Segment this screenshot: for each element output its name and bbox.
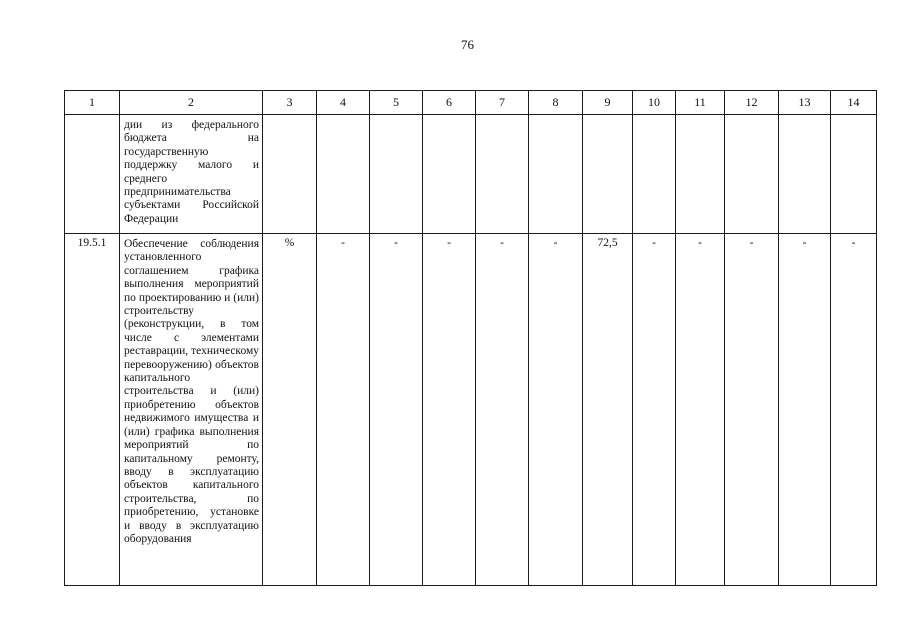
column-header: 10	[633, 91, 676, 115]
row-value	[317, 115, 370, 234]
column-header: 14	[831, 91, 877, 115]
indicator-table	[64, 90, 877, 586]
row-value: -	[831, 234, 877, 586]
table-row	[65, 234, 877, 586]
row-value: -	[779, 234, 831, 586]
row-value	[423, 115, 476, 234]
column-header: 12	[725, 91, 779, 115]
row-value	[725, 115, 779, 234]
column-header: 11	[676, 91, 725, 115]
column-header: 6	[423, 91, 476, 115]
row-value: -	[529, 234, 583, 586]
row-value: -	[476, 234, 529, 586]
row-code: 19.5.1	[65, 234, 120, 586]
row-value: -	[676, 234, 725, 586]
row-value	[370, 115, 423, 234]
row-code	[65, 115, 120, 234]
column-number-row	[65, 91, 877, 115]
row-description: Обеспечение соблюдения установленного соглашением графика выполнения мероприятий по проектированию и (или) строительству (реконструкции, в том числе с элементами реставрации, техническому перевооружению) объектов капитального строительства и (или) приобретению объектов недвижимого имущества и (или) графика выполнения мероприятий по капитальному ремонту, вводу в эксплуатацию объектов капитального строительства, по приобретению, установке и вводу в эксплуатацию оборудования	[120, 234, 263, 586]
row-value	[633, 115, 676, 234]
row-value: -	[725, 234, 779, 586]
column-header: 7	[476, 91, 529, 115]
column-header: 9	[583, 91, 633, 115]
row-value: -	[633, 234, 676, 586]
row-value: -	[370, 234, 423, 586]
column-header: 13	[779, 91, 831, 115]
row-unit: %	[263, 234, 317, 586]
column-header: 2	[120, 91, 263, 115]
row-description: дии из федерального бюджета на государственную поддержку малого и среднего предпринимательства субъектами Российской Федерации	[120, 115, 263, 234]
row-unit	[263, 115, 317, 234]
column-header: 1	[65, 91, 120, 115]
row-value: 72,5	[583, 234, 633, 586]
row-value	[529, 115, 583, 234]
row-value: -	[317, 234, 370, 586]
row-value	[583, 115, 633, 234]
column-header: 5	[370, 91, 423, 115]
row-value	[831, 115, 877, 234]
page-number: 76	[461, 37, 474, 52]
row-value	[476, 115, 529, 234]
row-value	[779, 115, 831, 234]
column-header: 4	[317, 91, 370, 115]
table-row	[65, 115, 877, 234]
column-header: 3	[263, 91, 317, 115]
row-value	[676, 115, 725, 234]
column-header: 8	[529, 91, 583, 115]
row-value: -	[423, 234, 476, 586]
